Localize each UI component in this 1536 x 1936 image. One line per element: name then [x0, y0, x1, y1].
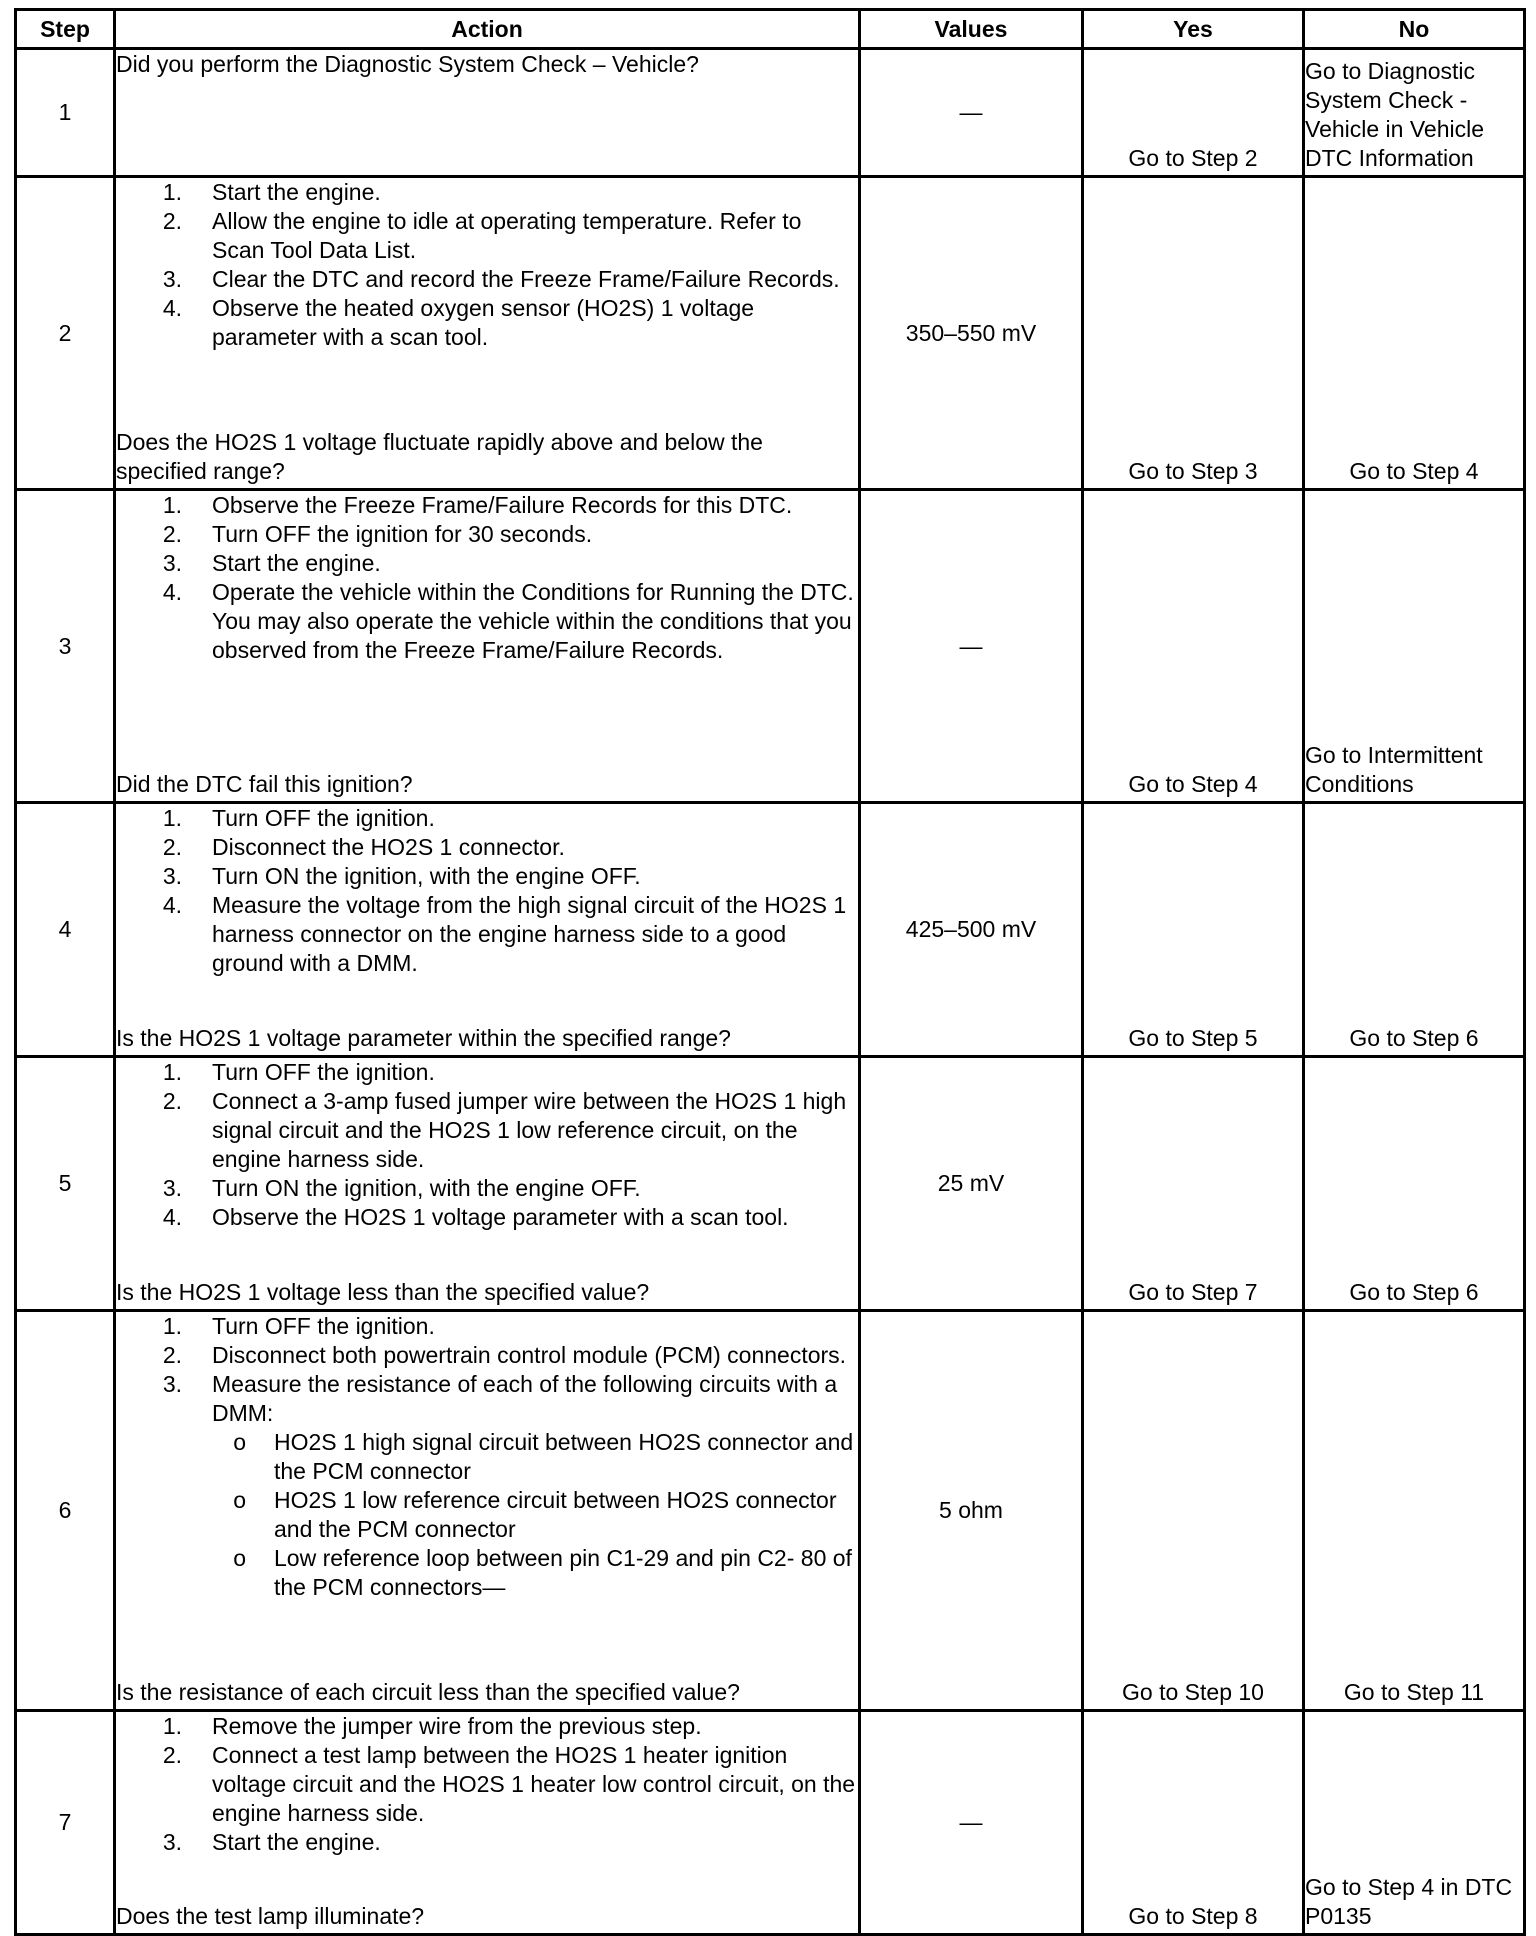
- yes-cell: [1083, 1311, 1304, 1711]
- action-item: 4. Measure the voltage from the high signal circuit of the HO2S 1 harness connector on the engine harness side to a good ground with a DMM.: [162, 892, 847, 976]
- header-no: No: [1304, 10, 1525, 49]
- action-item: 2. Disconnect both powertrain control module (PCM) connectors.: [162, 1342, 847, 1368]
- action-item: 4. Operate the vehicle within the Conditions for Running the DTC. You may also operate the vehicle within the conditions that you observed from the Freeze Frame/Failure Records.: [162, 579, 854, 663]
- value-cell: 5 ohm: [860, 1311, 1083, 1711]
- no-link[interactable]: Go to Intermittent Conditions: [1305, 742, 1483, 797]
- action-question: Is the resistance of each circuit less than the specified value?: [116, 1679, 740, 1705]
- table-row: [16, 177, 1525, 490]
- step-number: 4: [16, 803, 115, 1057]
- sub-item: o HO2S 1 high signal circuit between HO2S connector and the PCM connector: [233, 1429, 854, 1484]
- yes-link[interactable]: Go to Step 10: [1122, 1679, 1264, 1705]
- header-action: Action: [115, 10, 860, 49]
- action-list: [116, 1712, 858, 1857]
- step-number: 2: [16, 177, 115, 490]
- action-item: 1. Start the engine.: [162, 179, 381, 205]
- yes-cell: [1083, 177, 1304, 490]
- action-item: 3. Clear the DTC and record the Freeze Frame/Failure Records.: [162, 266, 840, 292]
- action-item: 4. Observe the HO2S 1 voltage parameter with a scan tool.: [162, 1204, 789, 1230]
- action-item: 3. Start the engine.: [162, 1829, 381, 1855]
- value-cell: —: [860, 490, 1083, 803]
- action-item: 1. Turn OFF the ignition.: [162, 1059, 435, 1085]
- action-cell: [115, 1711, 860, 1935]
- action-list: [116, 1058, 858, 1232]
- action-item: 4. Observe the heated oxygen sensor (HO2S) 1 voltage parameter with a scan tool.: [162, 295, 755, 350]
- action-item: 1. Remove the jumper wire from the previous step.: [162, 1713, 702, 1739]
- yes-cell: [1083, 803, 1304, 1057]
- table-row: [16, 1711, 1525, 1935]
- action-item: 1. Observe the Freeze Frame/Failure Records for this DTC.: [162, 492, 793, 518]
- value-cell: —: [860, 49, 1083, 177]
- action-list: [116, 178, 858, 352]
- table-row: [16, 49, 1525, 177]
- value-cell: 425–500 mV: [860, 803, 1083, 1057]
- action-cell: [115, 490, 860, 803]
- value-cell: —: [860, 1711, 1083, 1935]
- no-link[interactable]: Go to Step 6: [1349, 1025, 1479, 1051]
- action-item: 2. Connect a 3-amp fused jumper wire between the HO2S 1 high signal circuit and the HO2S 1 low reference circuit, on the engine harness side.: [162, 1088, 847, 1172]
- step-number: 6: [16, 1311, 115, 1711]
- sub-list: [116, 1428, 858, 1602]
- yes-cell: [1083, 1711, 1304, 1935]
- action-list: [116, 804, 858, 978]
- table-row: [16, 490, 1525, 803]
- no-cell: [1304, 177, 1525, 490]
- sub-item: o Low reference loop between pin C1-29 and pin C2- 80 of the PCM connectors—: [233, 1545, 852, 1600]
- action-item: 1. Turn OFF the ignition.: [162, 805, 435, 831]
- action-list: [116, 491, 858, 665]
- yes-cell: [1083, 490, 1304, 803]
- step-number: 5: [16, 1057, 115, 1311]
- header-values: Values: [860, 10, 1083, 49]
- action-item: 2. Allow the engine to idle at operating temperature. Refer to Scan Tool Data List.: [162, 208, 802, 263]
- action-cell: [115, 1311, 860, 1711]
- yes-cell: [1083, 49, 1304, 177]
- action-cell: [115, 1057, 860, 1311]
- value-cell: 350–550 mV: [860, 177, 1083, 490]
- action-item: 3. Turn ON the ignition, with the engine OFF.: [162, 863, 641, 889]
- no-cell: [1304, 1711, 1525, 1935]
- no-cell: [1304, 1057, 1525, 1311]
- action-item: 2. Connect a test lamp between the HO2S 1 heater ignition voltage circuit and the HO2S 1 heater low control circuit, on the engine harness side.: [162, 1742, 856, 1826]
- table-row: [16, 1057, 1525, 1311]
- yes-link[interactable]: Go to Step 8: [1128, 1903, 1258, 1929]
- header-step: Step: [16, 10, 115, 49]
- table-row: [16, 1311, 1525, 1711]
- yes-link[interactable]: Go to Step 5: [1128, 1025, 1258, 1051]
- step-number: 7: [16, 1711, 115, 1935]
- action-cell: [115, 803, 860, 1057]
- no-link[interactable]: Go to Diagnostic System Check - Vehicle in Vehicle DTC Information: [1305, 58, 1485, 171]
- step-number: 1: [16, 49, 115, 177]
- action-item: 3. Measure the resistance of each of the following circuits with a DMM:: [162, 1371, 838, 1426]
- action-item: 3. Turn ON the ignition, with the engine OFF.: [162, 1175, 641, 1201]
- step-number: 3: [16, 490, 115, 803]
- value-cell: 25 mV: [860, 1057, 1083, 1311]
- no-cell: [1304, 1311, 1525, 1711]
- action-question: Does the test lamp illuminate?: [116, 1903, 425, 1929]
- yes-cell: [1083, 1057, 1304, 1311]
- action-question: Did you perform the Diagnostic System Check – Vehicle?: [116, 51, 699, 77]
- action-item: 2. Disconnect the HO2S 1 connector.: [162, 834, 565, 860]
- table-row: [16, 803, 1525, 1057]
- no-cell: [1304, 490, 1525, 803]
- action-item: 3. Start the engine.: [162, 550, 381, 576]
- action-item: 1. Turn OFF the ignition.: [162, 1313, 435, 1339]
- action-question: Did the DTC fail this ignition?: [116, 771, 413, 797]
- no-link[interactable]: Go to Step 11: [1343, 1679, 1485, 1705]
- action-item: 2. Turn OFF the ignition for 30 seconds.: [162, 521, 593, 547]
- no-link[interactable]: Go to Step 4 in DTC P0135: [1305, 1874, 1513, 1929]
- header-yes: Yes: [1083, 10, 1304, 49]
- diagnostic-table: [14, 8, 1526, 1936]
- action-cell: [115, 177, 860, 490]
- action-question: Does the HO2S 1 voltage fluctuate rapidly above and below the specified range?: [116, 429, 763, 484]
- header-row: [16, 10, 1525, 49]
- no-link[interactable]: Go to Step 6: [1349, 1279, 1479, 1305]
- action-question: Is the HO2S 1 voltage parameter within the specified range?: [116, 1025, 731, 1051]
- yes-link[interactable]: Go to Step 4: [1128, 771, 1258, 797]
- action-list: [116, 1312, 858, 1428]
- yes-link[interactable]: Go to Step 3: [1128, 458, 1258, 484]
- yes-link[interactable]: Go to Step 7: [1128, 1279, 1258, 1305]
- action-question: Is the HO2S 1 voltage less than the specified value?: [116, 1279, 650, 1305]
- action-cell: [115, 49, 860, 177]
- no-cell: [1304, 49, 1525, 177]
- no-link[interactable]: Go to Step 4: [1349, 458, 1479, 484]
- yes-link[interactable]: Go to Step 2: [1128, 145, 1258, 171]
- sub-item: o HO2S 1 low reference circuit between HO2S connector and the PCM connector: [233, 1487, 837, 1542]
- no-cell: [1304, 803, 1525, 1057]
